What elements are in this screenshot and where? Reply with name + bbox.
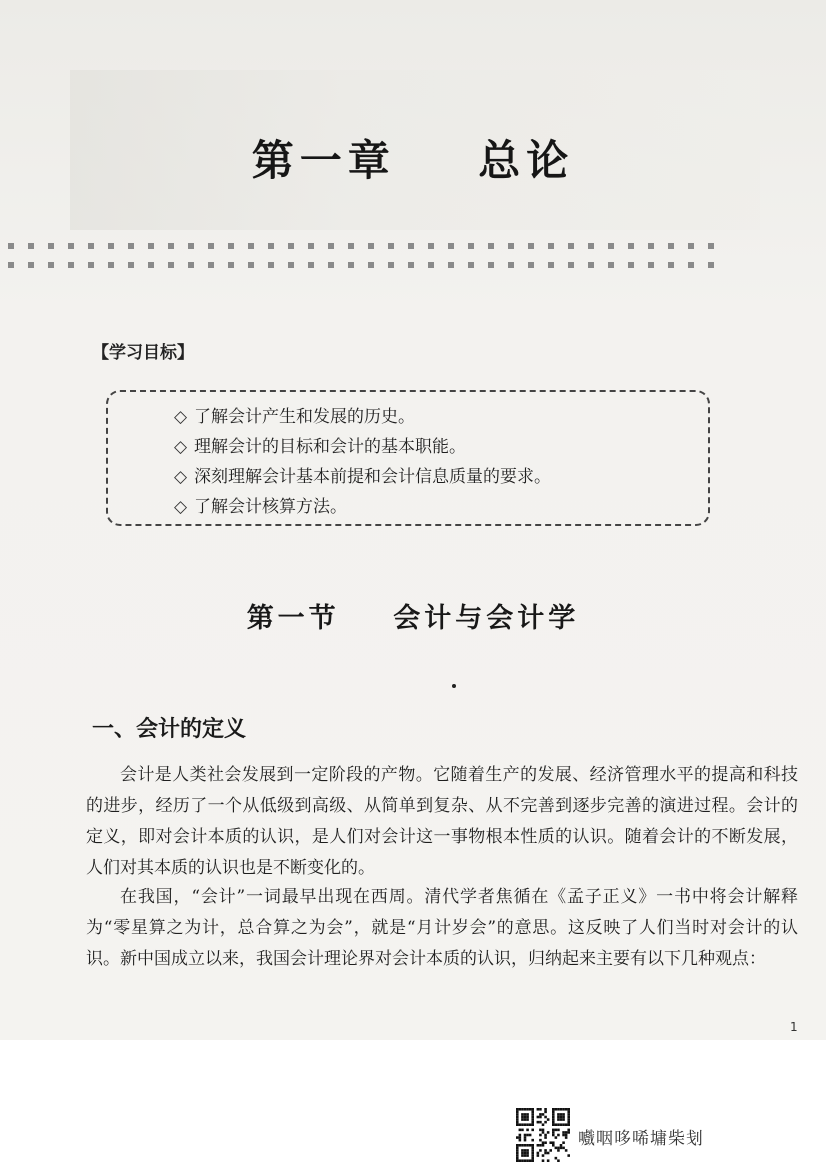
diamond-bullet-icon: ◇ — [174, 407, 188, 427]
dotted-rule-top — [8, 243, 728, 249]
objective-text: 了解会计产生和发展的历史。 — [194, 407, 415, 427]
objective-item — [174, 492, 551, 522]
stray-mark — [452, 684, 456, 688]
dotted-rule-bottom — [8, 262, 728, 268]
section-title: 第一节 会计与会计学 — [246, 603, 580, 634]
objective-item — [174, 402, 551, 432]
objective-text: 了解会计核算方法。 — [194, 497, 347, 517]
objective-text: 深刻理解会计基本前提和会计信息质量的要求。 — [194, 467, 551, 487]
objective-item — [174, 432, 551, 462]
chapter-title: 第一章 总论 — [251, 136, 575, 185]
objective-item — [174, 462, 551, 492]
diamond-bullet-icon: ◇ — [174, 497, 188, 517]
objectives-list — [174, 402, 551, 522]
objectives-heading: 【学习目标】 — [92, 343, 194, 363]
watermark-text: 嚱咽哆唏墉柴刬 — [578, 1129, 704, 1149]
footer-band — [0, 1040, 826, 1169]
paragraph: 在我国，“会计”一词最早出现在西周。清代学者焦循在《孟子正义》一书中将会计解释为“零星算之为计，总合算之为会”，就是“月计岁会”的意思。这反映了人们当时对会计的认识。新中国成立以来，我国会计理论界对会计本质的认识，归纳起来主要有以下几种观点： — [86, 887, 798, 969]
objectives-box — [106, 390, 710, 526]
paragraph: 会计是人类社会发展到一定阶段的产物。它随着生产的发展、经济管理水平的提高和科技的进步，经历了一个从低级到高级、从简单到复杂、从不完善到逐步完善的演进过程。会计的定义，即对会计本质的认识，是人们对会计这一事物根本性质的认识。随着会计的不断发展，人们对其本质的认识也是不断变化的。 — [86, 765, 798, 878]
page-number: 1 — [790, 1020, 798, 1034]
objective-text: 理解会计的目标和会计的基本职能。 — [194, 437, 466, 457]
diamond-bullet-icon: ◇ — [174, 467, 188, 487]
diamond-bullet-icon: ◇ — [174, 437, 188, 457]
qr-code-icon — [516, 1108, 570, 1162]
subsection-heading: 一、会计的定义 — [92, 717, 247, 742]
